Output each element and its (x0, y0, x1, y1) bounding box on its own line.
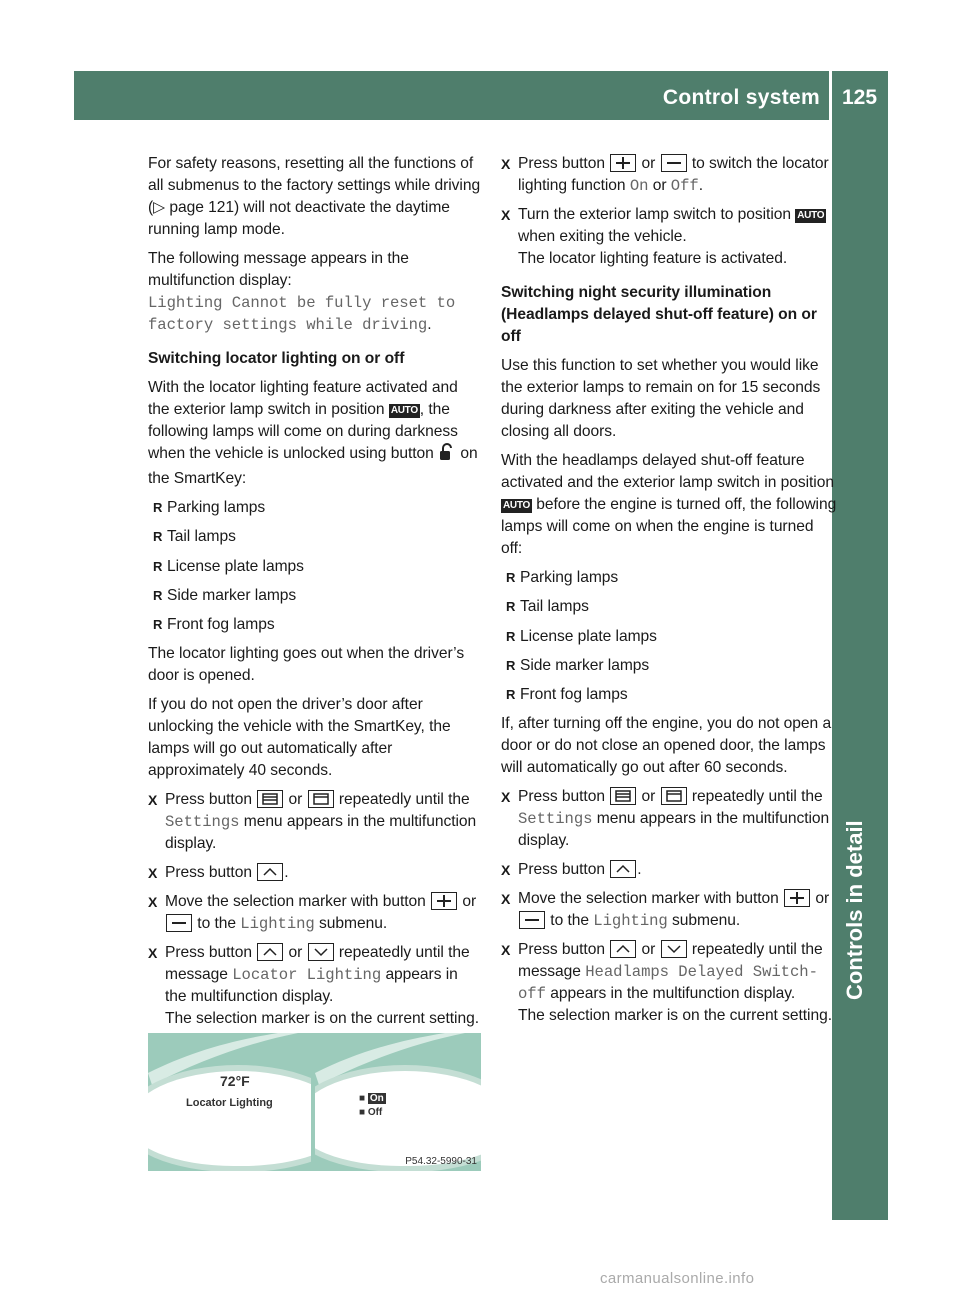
list-item: R Parking lamps (506, 569, 619, 586)
minus-button-icon (166, 914, 192, 932)
menu-back-button-icon (610, 787, 636, 805)
paragraph: With the locator lighting feature activated and the exterior lamp switch in position AUTO , the following lamps will come on during darkness when the vehicle is unlocked using button on the SmartKey: (148, 379, 478, 487)
down-arrow-button-icon (661, 940, 687, 958)
auto-icon: AUTO (390, 405, 418, 416)
step-list (501, 153, 837, 270)
step-item: X Press button or repeatedly until the Settings menu appears in the multifunction display. (148, 791, 477, 853)
section-heading: Switching night security illumination (Headlamps delayed shut-off feature) on or off (501, 284, 817, 345)
option-off: ■ Off (359, 1107, 383, 1118)
display-message: Lighting Cannot be fully reset to factory settings while driving (148, 294, 456, 334)
list-item: R Side marker lamps (506, 656, 650, 674)
display-screen (315, 1071, 481, 1166)
down-arrow-button-icon (308, 943, 334, 961)
left-column (148, 153, 482, 1037)
lamp-list (501, 567, 837, 706)
paragraph: If you do not open the driver’s door after unlocking the vehicle with the SmartKey, the lamps will go out automatically after approximately 40 seconds. (148, 696, 451, 780)
paragraph: For safety reasons, resetting all the functions of all submenus to the factory settings while driving (▷ page 121) will not deactivate the daytime running lamp mode. (148, 155, 481, 238)
menu-forward-button-icon (308, 790, 334, 808)
auto-icon: AUTO (797, 210, 825, 221)
temperature-readout: 72°F (220, 1073, 250, 1089)
minus-button-icon (519, 911, 545, 929)
step-item: X Press button . (501, 861, 642, 879)
step-list (148, 789, 482, 1030)
step-item: X Press button or repeatedly until the message Locator Lighting appears in the multifunction display. The selection marker is on the current setting. (148, 944, 480, 1028)
step-item: X Turn the exterior lamp switch to position AUTO when exiting the vehicle. The locator lighting feature is activated. (501, 206, 825, 267)
display-panel-locator (148, 1033, 311, 1171)
step-item: X Press button . (148, 864, 289, 882)
display-figure (148, 1033, 481, 1171)
unlock-icon (438, 443, 456, 468)
side-tab-bar (832, 120, 888, 1220)
step-item: X Move the selection marker with button or to the Lighting submenu. (148, 893, 477, 934)
paragraph: With the headlamps delayed shut-off feature activated and the exterior lamp switch in position AUTO before the engine is turned off, the following lamps will come on when the engine is turned off: (501, 452, 837, 557)
menu-back-button-icon (257, 790, 283, 808)
plus-button-icon (784, 889, 810, 907)
page-number: 125 (842, 86, 878, 109)
list-item: R Front fog lamps (506, 686, 628, 704)
list-item: R Tail lamps (506, 598, 589, 616)
paragraph: The following message appears in the multifunction display: Lighting Cannot be fully reset to factory settings while driving. (148, 250, 456, 334)
step-list (501, 786, 837, 1027)
side-tab-label: Controls in detail (842, 820, 867, 1000)
paragraph: The locator lighting goes out when the driver’s door is opened. (148, 645, 465, 685)
paragraph: Use this function to set whether you would like the exterior lamps to remain on for 15 seconds during darkness after exiting the vehicle and closing all doors. (501, 357, 821, 440)
display-panel-setting (315, 1033, 481, 1171)
list-item: R Front fog lamps (153, 616, 275, 634)
option-on: ■ On (359, 1093, 384, 1104)
step-item: X Move the selection marker with button or to the Lighting submenu. (501, 890, 830, 931)
menu-forward-button-icon (661, 787, 687, 805)
step-item: X Press button or to switch the locator lighting function On or Off. (501, 155, 829, 195)
figure-code: P54.32-5990-31 (405, 1156, 477, 1167)
auto-icon: AUTO (503, 500, 530, 511)
lamp-list (148, 497, 482, 636)
list-item: R License plate lamps (506, 627, 657, 645)
list-item: R License plate lamps (153, 557, 304, 575)
section-heading: Switching locator lighting on or off (148, 350, 405, 367)
page-title: Control system (662, 86, 820, 109)
minus-button-icon (661, 154, 687, 172)
step-item: X Press button or repeatedly until the message Headlamps Delayed Switch-off appears in the multifunction display. The selection marker is on the current setting. (501, 941, 833, 1025)
right-column (501, 153, 837, 1034)
menu-label: Locator Lighting (186, 1097, 273, 1109)
watermark: carmanualsonline.info (600, 1270, 755, 1287)
step-item: X Press button or repeatedly until the Settings menu appears in the multifunction display. (501, 788, 830, 850)
up-arrow-button-icon (610, 940, 636, 958)
plus-button-icon (431, 892, 457, 910)
list-item: R Tail lamps (153, 528, 236, 546)
plus-button-icon (610, 154, 636, 172)
up-arrow-button-icon (257, 943, 283, 961)
paragraph: If, after turning off the engine, you do not open a door or do not close an opened door, the lamps will automatically go out after 60 seconds. (501, 715, 832, 777)
up-arrow-button-icon (610, 860, 636, 878)
list-item: R Parking lamps (153, 499, 266, 516)
up-arrow-button-icon (257, 863, 283, 881)
header-separator (829, 71, 832, 120)
list-item: R Side marker lamps (153, 586, 297, 604)
